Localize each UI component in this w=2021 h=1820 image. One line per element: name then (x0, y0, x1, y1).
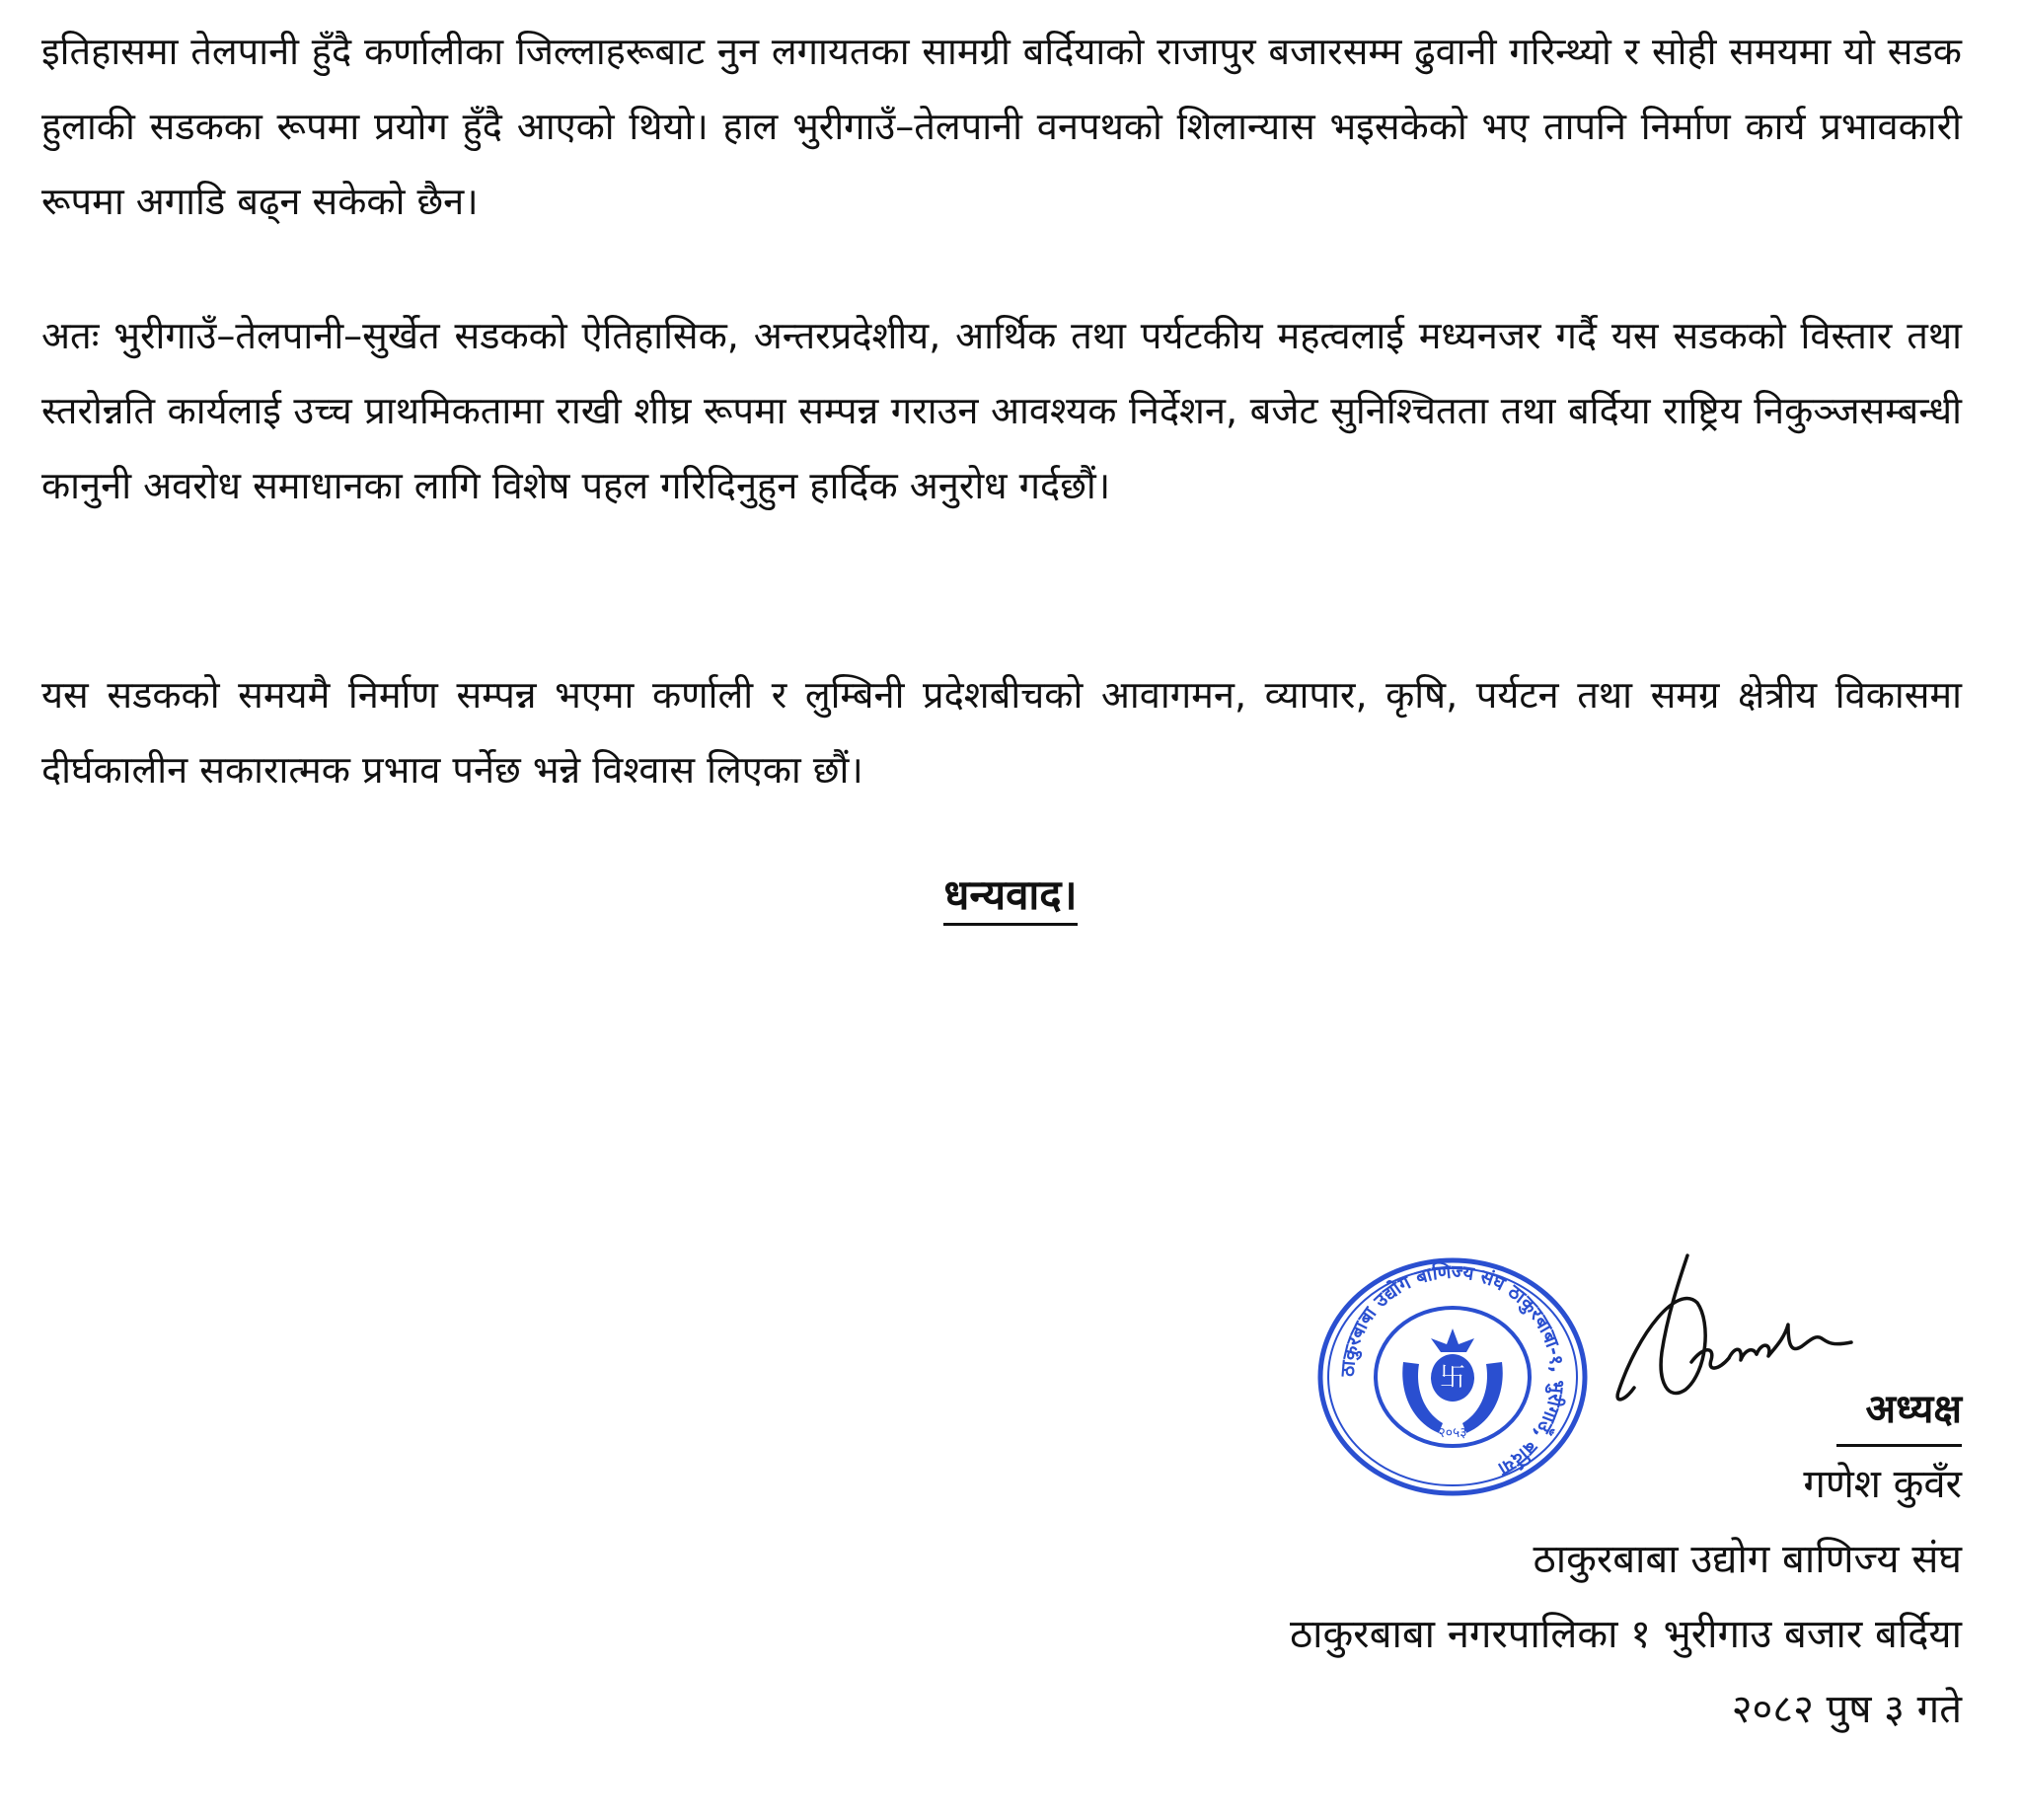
paragraph-request: अतः भुरीगाउँ–तेलपानी–सुर्खेत सडकको ऐतिहासिक, अन्तरप्रदेशीय, आर्थिक तथा पर्यटकीय महत्वलाई मध्यनजर गर्दै यस सडकको विस्तार तथा स्तरोन्नति कार्यलाई उच्च प्राथमिकतामा राखी शीघ्र रूपमा सम्पन्न गराउन आवश्यक निर्देशन, बजेट सुनिश्चितता तथा बर्दिया राष्ट्रिय निकुञ्जसम्बन्धी कानुनी अवरोध समाधानका लागि विशेष पहल गरिदिनुहुन हार्दिक अनुरोध गर्दछौं। (41, 314, 1962, 507)
organization-address: ठाकुरबाबा नगरपालिका १ भुरीगाउ बजार बर्दिया (1289, 1612, 1962, 1657)
organization-name: ठाकुरबाबा उद्योग बाणिज्य संघ (1533, 1537, 1962, 1582)
stamp-year: २०५३ (1438, 1425, 1467, 1441)
designation: अध्यक्ष (1836, 1377, 1962, 1447)
signatory-block (1290, 1372, 1962, 1747)
designation-line (1290, 1372, 1962, 1447)
stamp-text: ठाकुरबाबा उद्योग बाणिज्य संघ ठाकुरबाबा-१, भुरीगाउँ, बर्दिया (1336, 1260, 1569, 1480)
signatory-name: गणेश कुवँर (1803, 1462, 1962, 1507)
paragraph-belief: यस सडकको समयमै निर्माण सम्पन्न भएमा कर्णाली र लुम्बिनी प्रदेशबीचको आवागमन, व्यापार, कृषि, पर्यटन तथा समग्र क्षेत्रीय विकासमा दीर्घकालीन सकारात्मक प्रभाव पर्नेछ भन्ने विश्वास लिएका छौं। (41, 673, 1962, 792)
thanks-text: धन्यवाद। (943, 871, 1077, 926)
paragraph-history: इतिहासमा तेलपानी हुँदै कर्णालीका जिल्लाहरूबाट नुन लगायतका सामग्री बर्दियाको राजापुर बजारसम्म ढुवानी गरिन्थ्यो र सोही समयमा यो सडक हुलाकी सडकका रूपमा प्रयोग हुँदै आएको थियो। हाल भुरीगाउँ–तेलपानी वनपथको शिलान्यास भइसकेको भए तापनि निर्माण कार्य प्रभावकारी रूपमा अगाडि बढ्न सकेको छैन। (41, 30, 1962, 223)
letter-date: २०८२ पुष ३ गते (1731, 1687, 1962, 1732)
thanks-line (0, 861, 2021, 930)
swastika-icon: 卐 (1439, 1363, 1466, 1393)
